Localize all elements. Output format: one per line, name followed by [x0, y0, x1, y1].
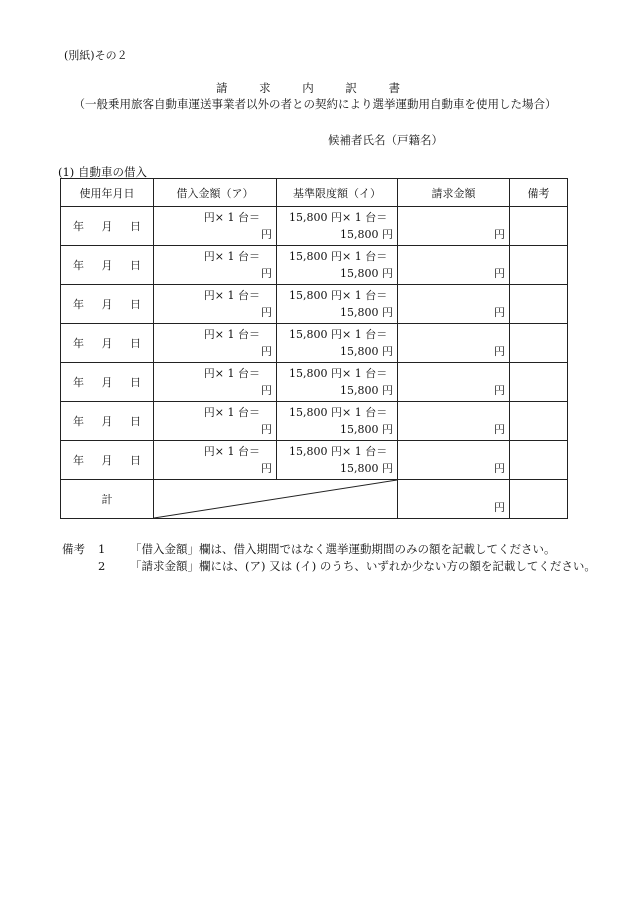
limit-amount-cell — [277, 363, 398, 402]
header-limit-amount: 基準限度額（イ） — [277, 179, 398, 207]
limit-result: 15,800 円 — [340, 345, 393, 358]
date-cell: 年 月 日 — [61, 246, 154, 285]
header-rent-amount: 借入金額（ア） — [154, 179, 277, 207]
header-date: 使用年月日 — [61, 179, 154, 207]
document-title: 請 求 内 訳 書 — [215, 81, 415, 95]
claim-unit: 円 — [494, 345, 505, 358]
note-cell — [510, 285, 568, 324]
rent-formula: 円× 1 台＝ — [203, 367, 260, 380]
candidate-name-label: 候補者氏名（戸籍名） — [328, 133, 443, 147]
note-cell — [510, 441, 568, 480]
claim-amount-cell — [398, 285, 510, 324]
limit-amount-cell — [277, 441, 398, 480]
note-number: 2 — [98, 559, 106, 573]
rent-amount-cell — [154, 207, 277, 246]
rent-formula: 円× 1 台＝ — [203, 250, 260, 263]
note-cell — [510, 207, 568, 246]
total-label: 計 — [61, 480, 154, 519]
document-subtitle: （一般乗用旅客自動車運送事業者以外の者との契約により選挙運動用自動車を使用した場合） — [73, 97, 557, 111]
claim-unit: 円 — [494, 384, 505, 397]
table-row — [61, 402, 568, 441]
rent-amount-cell — [154, 441, 277, 480]
date-cell: 年 月 日 — [61, 207, 154, 246]
notes-label: 備考 — [62, 542, 85, 556]
note-cell — [510, 402, 568, 441]
rent-amount-cell — [154, 324, 277, 363]
limit-amount-cell — [277, 402, 398, 441]
claim-amount-cell — [398, 402, 510, 441]
limit-formula: 15,800 円× 1 台＝ — [289, 211, 388, 224]
table-row — [61, 207, 568, 246]
rent-formula: 円× 1 台＝ — [203, 445, 260, 458]
total-row — [61, 480, 568, 519]
limit-amount-cell — [277, 207, 398, 246]
claim-amount-cell — [398, 207, 510, 246]
total-claim-cell — [398, 480, 510, 519]
date-cell: 年 月 日 — [61, 441, 154, 480]
total-claim-unit: 円 — [494, 501, 505, 514]
limit-result: 15,800 円 — [340, 228, 393, 241]
table-row — [61, 324, 568, 363]
rent-result: 円 — [261, 384, 272, 397]
rent-result: 円 — [261, 462, 272, 475]
limit-formula: 15,800 円× 1 台＝ — [289, 367, 388, 380]
note-text: 「借入金額」欄は、借入期間ではなく選挙運動期間のみの額を記載してください。 — [130, 542, 556, 556]
note-item — [62, 558, 600, 575]
date-cell: 年 月 日 — [61, 402, 154, 441]
total-diagonal-cell — [154, 480, 398, 519]
diagonal-line — [154, 480, 397, 518]
claim-unit: 円 — [494, 228, 505, 241]
limit-result: 15,800 円 — [340, 306, 393, 319]
header-note: 備考 — [510, 179, 568, 207]
note-number: 1 — [98, 542, 106, 556]
note-cell — [510, 246, 568, 285]
limit-formula: 15,800 円× 1 台＝ — [289, 289, 388, 302]
rent-result: 円 — [261, 423, 272, 436]
date-cell: 年 月 日 — [61, 363, 154, 402]
limit-formula: 15,800 円× 1 台＝ — [289, 328, 388, 341]
rent-formula: 円× 1 台＝ — [203, 211, 260, 224]
claim-breakdown-table — [60, 178, 568, 519]
date-cell: 年 月 日 — [61, 324, 154, 363]
claim-unit: 円 — [494, 306, 505, 319]
claim-unit: 円 — [494, 267, 505, 280]
limit-formula: 15,800 円× 1 台＝ — [289, 445, 388, 458]
rent-result: 円 — [261, 306, 272, 319]
header-claim-amount: 請求金額 — [398, 179, 510, 207]
rent-result: 円 — [261, 345, 272, 358]
limit-amount-cell — [277, 285, 398, 324]
claim-amount-cell — [398, 441, 510, 480]
limit-amount-cell — [277, 246, 398, 285]
rent-amount-cell — [154, 246, 277, 285]
limit-result: 15,800 円 — [340, 384, 393, 397]
limit-result: 15,800 円 — [340, 267, 393, 280]
table-row — [61, 363, 568, 402]
note-cell — [510, 324, 568, 363]
rent-amount-cell — [154, 402, 277, 441]
limit-result: 15,800 円 — [340, 462, 393, 475]
limit-formula: 15,800 円× 1 台＝ — [289, 406, 388, 419]
note-item — [62, 541, 600, 558]
limit-result: 15,800 円 — [340, 423, 393, 436]
note-cell — [510, 363, 568, 402]
rent-result: 円 — [261, 267, 272, 280]
limit-amount-cell — [277, 324, 398, 363]
table-header-row — [61, 179, 568, 207]
attachment-ref: (別紙)その２ — [64, 49, 128, 62]
rent-formula: 円× 1 台＝ — [203, 406, 260, 419]
note-text: 「請求金額」欄には、(ア) 又は (イ) のうち、いずれか少ない方の額を記載してください。 — [130, 559, 596, 573]
claim-amount-cell — [398, 246, 510, 285]
rent-formula: 円× 1 台＝ — [203, 328, 260, 341]
rent-result: 円 — [261, 228, 272, 241]
section-label: (1) 自動車の借入 — [58, 165, 147, 179]
date-cell: 年 月 日 — [61, 285, 154, 324]
claim-unit: 円 — [494, 423, 505, 436]
rent-formula: 円× 1 台＝ — [203, 289, 260, 302]
claim-amount-cell — [398, 363, 510, 402]
total-note-cell — [510, 480, 568, 519]
rent-amount-cell — [154, 363, 277, 402]
table-row — [61, 246, 568, 285]
claim-unit: 円 — [494, 462, 505, 475]
notes-block — [62, 541, 600, 575]
limit-formula: 15,800 円× 1 台＝ — [289, 250, 388, 263]
claim-amount-cell — [398, 324, 510, 363]
table-row — [61, 285, 568, 324]
rent-amount-cell — [154, 285, 277, 324]
table-row — [61, 441, 568, 480]
